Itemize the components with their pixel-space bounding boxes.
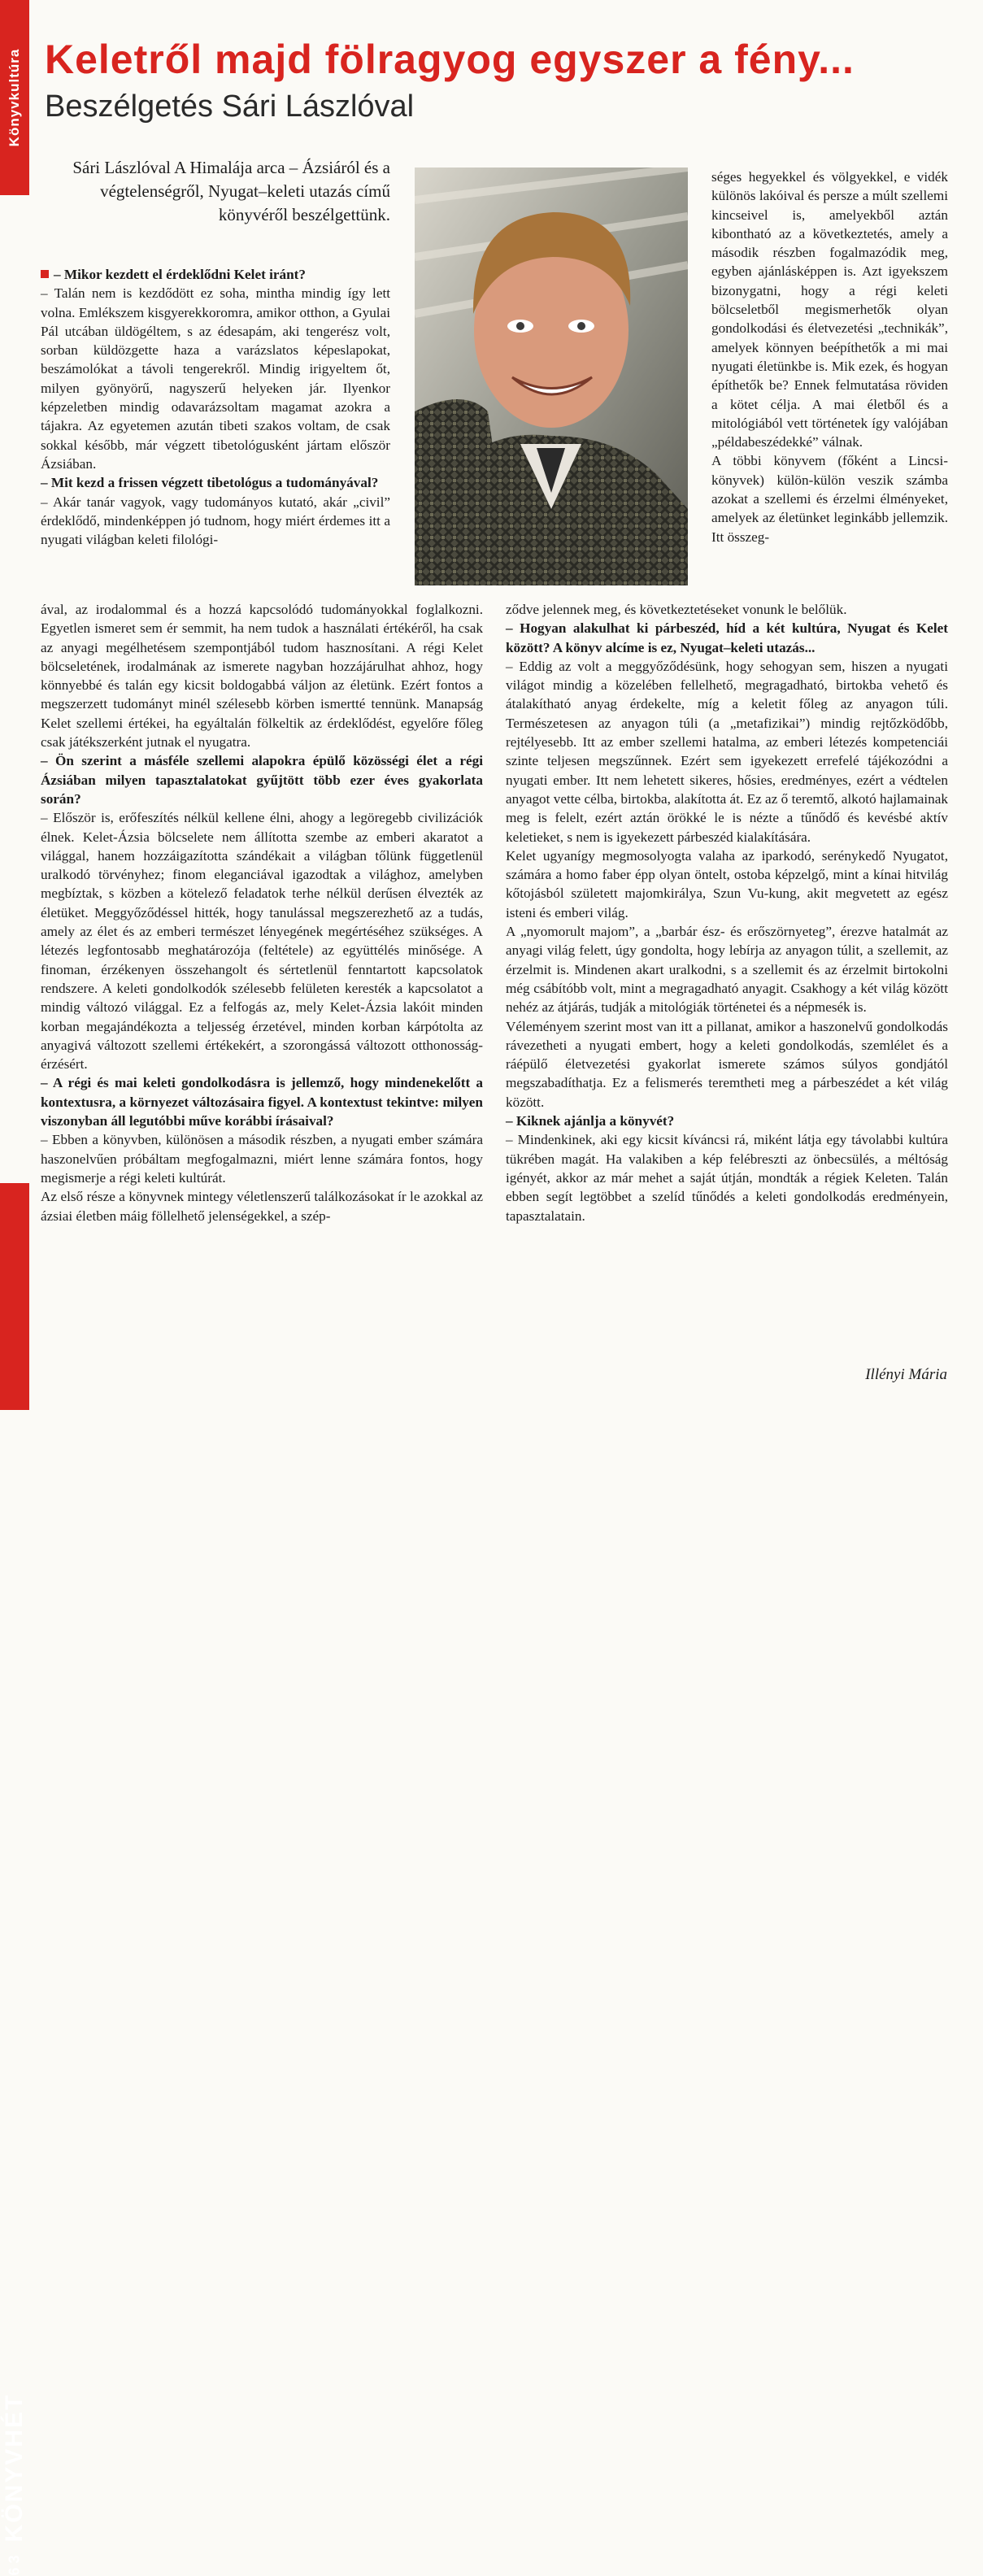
answer: – Akár tanár vagyok, vagy tudományos kutató, akár „civil” érdeklődő, mindenképpen jó tudnom, hogy miért érdemes itt a nyugati világban keleti filológi- xyxy=(41,494,390,548)
answer: ződve jelennek meg, és következtetéseket vonunk le belőlük. xyxy=(506,602,847,617)
answer: – Mindenkinek, aki egy kicsit kíváncsi rá, miként látja egy távolabbi kultúra tükrében magát. Ha valakiben a kép felébreszti az önbecsülés, a méltóság igényét, akkor az már mehet a saját útján, mondták a régiek Keleten. Talán ebben segít legtöbbet a szelíd tűnődés a keleti gondolkodás eredményein, tapasztalatain. xyxy=(506,1132,948,1224)
answer: – Eddig az volt a meggyőződésünk, hogy sehogyan sem, hiszen a nyugati világot mindig a közelében fellelhető, megragadható, birtokba vehető és átalakítható anyag érdekelte, míg a keletit főleg az anyagon túli. Természetesen az anyagon túli (a „metafizikai”) mindig rejtőzködőbb, rejtélyesebb. Itt az ember szellemi hatalma, az emberi létezés kompetenciái szinte teljesen megszűnnek. Ezért sem igyekezett errefelé tájékozódni a nyugati ember. Itt nem lehetett sikeres, hősies, eredményes, ezért a védtelen anyagot vette célba, birtokba, alakította át. Ez az ő teremtő, alkotó hajlamainak meg is felelt, ezért aztán örökké le is nézte a tűnődő és kevésbé aktív keletieket, s nem is igyekezett párbeszéd kialakítására. xyxy=(506,658,948,845)
question: – Mit kezd a frissen végzett tibetológus a tudományával? xyxy=(41,475,379,491)
answer: – Ebben a könyvben, különösen a második részben, a nyugati ember számára haszonelvűen próbáltam megfogalmazni, miért lenne számára fontos, hogy megismerje a régi keleti kultúrát. xyxy=(41,1132,483,1186)
brand-tab xyxy=(0,1183,29,2576)
author-signature: Illényi Mária xyxy=(865,1366,947,1383)
question: – Hogyan alakulhat ki párbeszéd, híd a két kultúra, Nyugat és Kelet között? A könyv alcíme is ez, Nyugat–keleti utazás... xyxy=(506,620,948,655)
column-left-bottom xyxy=(41,600,483,1225)
answer: A „nyomorult majom”, a „barbár ész- és erőszörnyeteg”, érezve hatalmát az anyagi világ felett, úgy gondolta, hogy lebírja az anyagon túlit, a szellemit, az érzelmit is. Mindenen akart uralkodni, s a szellemit és az érzelmit birtokolni még csábítóbb volt, mint a megragadható anyagit. Csakhogy a két világ között nehéz az átjárás, tudják a mitológiák történetei és a népmesék is. xyxy=(506,924,948,1016)
bullet-square-icon xyxy=(41,270,49,278)
answer: Az első része a könyvnek mintegy véletlenszerű találkozásokat ír le azokkal az ázsiai életben máig föllelhető jelenségekkel, a szép- xyxy=(41,1189,483,1224)
column-left-top xyxy=(41,265,390,549)
column-right-top xyxy=(711,168,948,546)
portrait-photo xyxy=(415,168,688,585)
answer: A többi könyvem (főként a Lincsi-könyvek) külön-külön veszik számba azokat a szellemi és érzelmi élményeket, amelyek az életünket leginkább jellemzik. Itt összeg- xyxy=(711,453,948,545)
question: – A régi és mai keleti gondolkodásra is jellemző, hogy mindenekelőtt a kontextusra, a környezet változásaira figyel. A kontextust tekintve: milyen viszonyban áll legutóbbi műve korábbi írásaival? xyxy=(41,1075,483,1129)
portrait-image xyxy=(415,168,688,585)
section-label: Könyvkultúra xyxy=(7,48,22,147)
answer: – Talán nem is kezdődött ez soha, mintha mindig így lett volna. Emlékszem kisgyerekkoromra, amikor otthon, a Gyulai Pál utcában üldögéltem, s az édesapám, aki tengerész volt, sorban küldözgette haza a varázslatos képeslapokat, beszámolókat a távoli tengerekről. Mindig irigyeltem őt, milyen gyönyörű, nagyszerű helyeken jár. Ilyenkor képzeletben mindig odavarázsoltam magamat azokra a tájakra. Az egyetemen azután tibeti szakos voltam, de csak sokkal később, már végzett tibetológusként jártam először Ázsiában. xyxy=(41,285,390,472)
answer: Kelet ugyanígy megmosolyogta valaha az iparkodó, serénykedő Nyugatot, számára a homo faber épp olyan öntelt, ostoba képzelgő, mint a kínai hitvilág kőtojásból született majomkirálya, Szun Vu-kung, akit megvetett az egész isteni és emberi világ. xyxy=(506,847,948,920)
sidebar xyxy=(0,0,29,2576)
page-number: 6 3 xyxy=(6,2555,23,2576)
section-tab xyxy=(0,0,29,195)
question: – Ön szerint a másféle szellemi alapokra épülő közösségi élet a régi Ázsiában milyen tapasztalatokat gyűjtött több ezer éves gyakorlata során? xyxy=(41,753,483,807)
answer: ával, az irodalommal és a hozzá kapcsolódó tudományokkal foglalkozni. Egyetlen ismeret sem ér semmit, ha nem tudok a használati értékéről, ha csak az anyagi megélhetésem szempontjából tudom hasznosítani. A régi Kelet bölcseletének, irodalmának az ismerete nagyban hozzájárulhat ahhoz, hogy könnyebbé és talán egy kicsit boldogabbá váljon az életünk. Ezért fontos a megszerzett tudományt minél szélesebb körben ismertté tennünk. Manapság Kelet szellemi értékei, ha egyáltalán fölkeltik az érdeklődést, egyelőre főleg csak játékszerként jutnak el nyugatra. xyxy=(41,602,483,751)
question: – Mikor kezdett el érdeklődni Kelet iránt? xyxy=(41,265,390,284)
article-subtitle: Beszélgetés Sári Lászlóval xyxy=(45,89,415,124)
question: – Kiknek ajánlja a könyvét? xyxy=(506,1113,675,1129)
answer: séges hegyekkel és völgyekkel, e vidék különös lakóival és persze a múlt szellemi kincseivel is, amelyekből aztán kibontható az a következtetés, amely a második részben fogalmazódik meg, egyben ajánlásképpen is. Azt igyekszem bizonygatni, hogy a régi keleti bölcseletből megismerhetők olyan gondolkodási és életvezetési „technikák”, amelyek könnyen beépíthetők a mi mai nyugati életünkbe is. Mik ezek, és hogyan építhetők be? Ennek felmutatása röviden a kötet célja. A mai életből és a mitológiából vett történetek így valójában „példabeszédekké” válnak. xyxy=(711,169,948,450)
answer: – Először is, erőfeszítés nélkül kellene élni, ahogy a legöregebb civilizációk élnek. Kelet-Ázsia bölcselete nem állította szembe az emberi akaratot a világgal, hanem hozzáigazította szándékait a világban tőlünk függetlenül uralkodó törvényhez; finom eleganciával igazodtak a világhoz, amelyben megbíztak, s közben a kötelező feladatok terhe nélkül derűsen élvezték az életüket. Meggyőződéssel hitték, hogy tanulással megszerezhető az a tudás, amely az élet és az emberi természet lényegének megértéséhez szükséges. A létezés legfontosabb meghatározója (feltétele) az együttélés minősége. A finoman, érzékenyen összehangolt és sértetlenül fenntartott kapcsolatok rendszere. A keleti gondolkodók szélesebb felületen keresték a kapcsolatot a mindig változó világgal. Ez a felfogás az, mely Kelet-Ázsia lakóit minden korban megajándékozta a teljesség érzetével, minden korban kárpótolta az anyagivá változott szellemi értékekért, a szorongássá változott otthonosság-érzésért. xyxy=(41,810,483,1073)
article-title: Keletről majd fölragyog egyszer a fény... xyxy=(45,37,855,82)
column-right-bottom xyxy=(506,600,948,1225)
answer: Véleményem szerint most van itt a pillanat, amikor a haszonelvű gondolkodás rávezetheti a nyugati embert, hogy a keleti gondolkodás, szemlélet és a ráépülő életvezetési gyakorlat ismerete számos súlyos gondjától megszabadíthatja. Ez a felismerés teremtheti meg a párbeszédet a két világ között. xyxy=(506,1018,948,1110)
lead-paragraph: Sári Lászlóval A Himalája arca – Ázsiáról és a végtelenségről, Nyugat–keleti utazás című könyvéről beszélgettünk. xyxy=(72,158,390,224)
brand-label: KÖNYVHÉT xyxy=(1,2393,28,2543)
